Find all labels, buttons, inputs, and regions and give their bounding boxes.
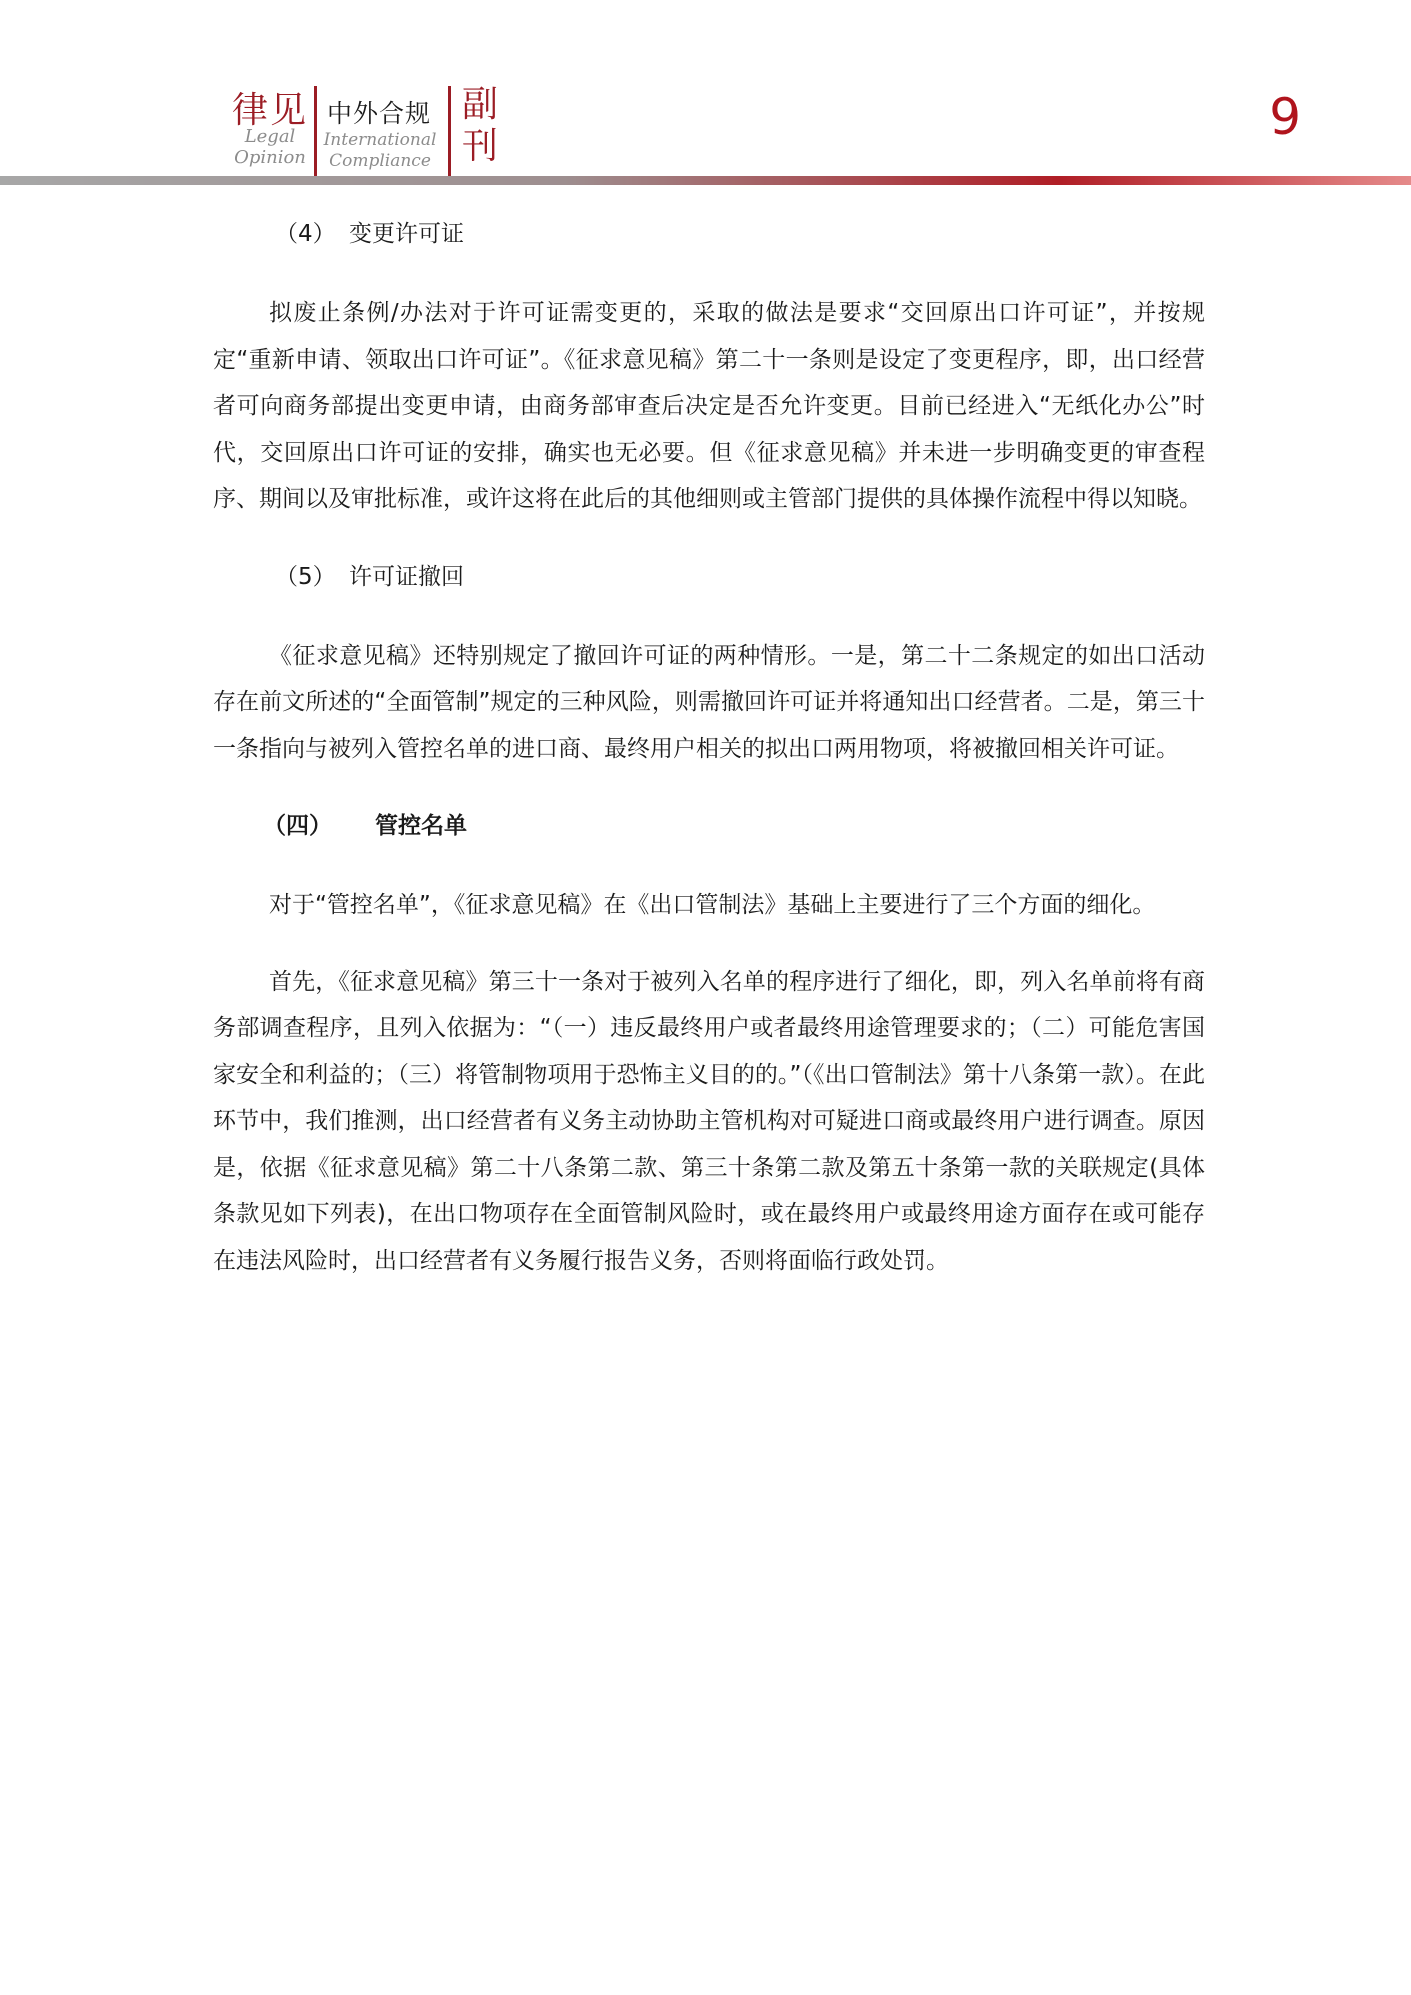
section-title: 管控名单 — [375, 813, 467, 839]
logo-en-legal-opinion — [230, 126, 310, 168]
section-heading-control-list — [213, 802, 1205, 850]
logo-en-compliance: Compliance — [329, 151, 431, 171]
logo-divider-left — [314, 86, 317, 176]
logo-en-legal: Legal — [244, 126, 296, 147]
paragraph-change-license: 拟废止条例/办法对于许可证需变更的，采取的做法是要求“交回原出口许可证”，并按规定“重新申请、领取出口许可证”。《征求意见稿》第二十一条则是设定了变更程序，即，出口经营者可向商务部提出变更申请，由商务部审查后决定是否允许变更。目前已经进入“无纸化办公”时代，交回原出口许可证的安排，确实也无必要。但《征求意见稿》并未进一步明确变更的审查程序、期间以及审批标准，或许这将在此后的其他细则或主管部门提供的具体操作流程中得以知晓。 — [213, 300, 1205, 512]
section-number: （4） — [275, 221, 336, 247]
logo-cn-supplement-char-2: 刊 — [461, 126, 498, 167]
paragraph-control-list-intro: 对于“管控名单”，《征求意见稿》在《出口管制法》基础上主要进行了三个方面的细化。 — [269, 892, 1156, 918]
logo-cn-supplement — [460, 84, 500, 168]
section-title: 变更许可证 — [349, 221, 464, 247]
section-number: （5） — [275, 563, 336, 590]
paragraph-control-list-detail: 首先，《征求意见稿》第三十一条对于被列入名单的程序进行了细化，即，列入名单前将有商务部调查程序，且列入依据为：“（一）违反最终用户或者最终用途管理要求的；（二）可能危害国家安全和利益的；（三）将管制物项用于恐怖主义目的的。”（《出口管制法》第十八条第一款）。在此环节中，我们推测，出口经营者有义务主动协助主管机构对可疑进口商或最终用户进行调查。原因是，依据《征求意见稿》第二十八条第二款、第三十条第二款及第五十条第一款的关联规定(具体条款见如下列表)，在出口物项存在全面管制风险时，或在最终用户或最终用途方面存在或可能存在违法风险时，出口经营者有义务履行报告义务，否则将面临行政处罚。 — [213, 968, 1205, 1274]
logo-en-international: International — [323, 130, 437, 150]
logo-cn-supplement-char-1: 副 — [461, 84, 498, 125]
logo-cn-legal-opinion: 律见 — [231, 90, 308, 131]
logo-en-opinion: Opinion — [234, 147, 306, 168]
page-number: 9 — [1269, 88, 1301, 146]
section-number: （四） — [263, 813, 332, 839]
logo-en-international-compliance — [320, 130, 440, 172]
section-heading-license-revocation — [213, 553, 1205, 601]
page-header — [0, 0, 1411, 185]
paragraph-license-revocation: 《征求意见稿》还特别规定了撤回许可证的两种情形。一是，第二十二条规定的如出口活动存在前文所述的“全面管制”规定的三种风险，则需撤回许可证并将通知出口经营者。二是，第三十一条指向与被列入管控名单的进口商、最终用户相关的拟出口两用物项，将被撤回相关许可证。 — [213, 642, 1205, 762]
section-heading-change-license — [213, 210, 1205, 258]
page-content — [213, 210, 1205, 1284]
section-title: 许可证撤回 — [349, 563, 464, 590]
logo-cn-international-compliance: 中外合规 — [326, 99, 431, 128]
header-gradient-rule — [0, 176, 1411, 185]
logo-divider-right — [448, 86, 451, 176]
